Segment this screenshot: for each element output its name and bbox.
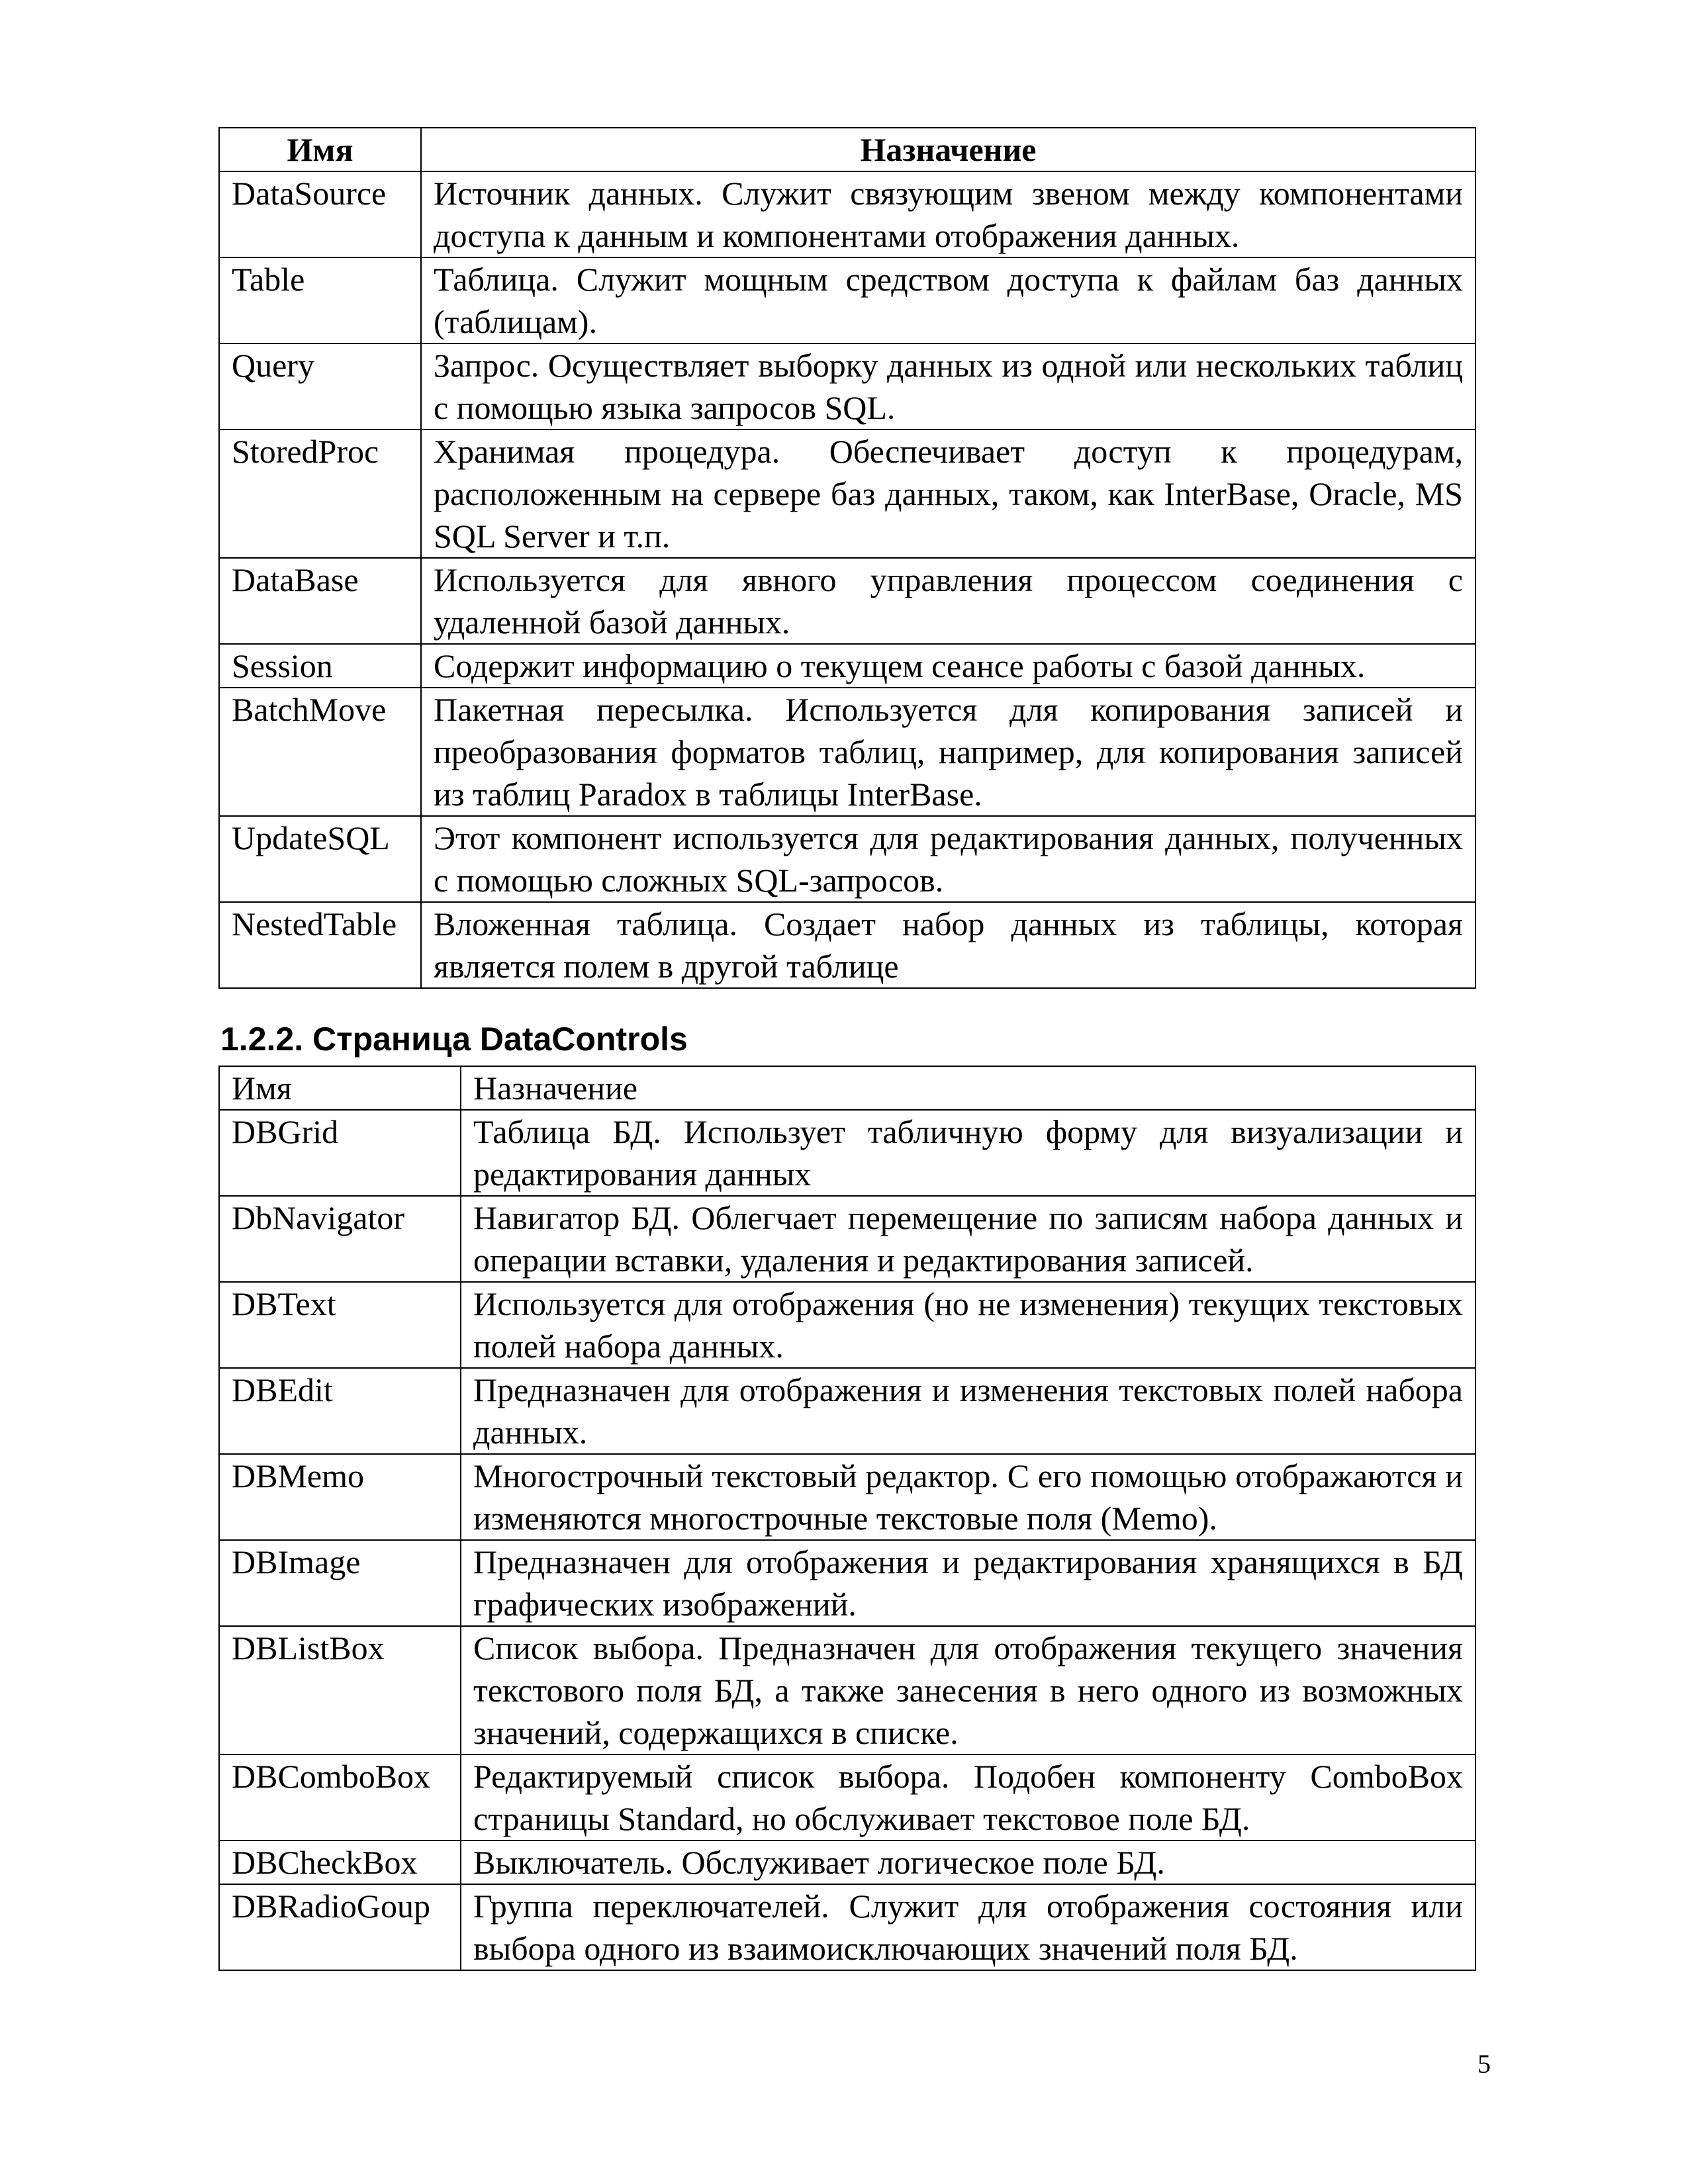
component-name: DBGrid (219, 1110, 461, 1196)
component-description: Используется для явного управления процессом соединения с удаленной базой данных. (421, 558, 1476, 644)
component-name: DBRadioGoup (219, 1884, 461, 1970)
table-row (219, 1754, 1476, 1841)
component-name: DBComboBox (219, 1754, 461, 1841)
component-description: Используется для отображения (но не изменения) текущих текстовых полей набора данных. (461, 1282, 1476, 1368)
table-row (219, 816, 1476, 902)
component-description: Таблица. Служит мощным средством доступа к файлам баз данных (таблицам). (421, 257, 1476, 343)
table-row (219, 1454, 1476, 1540)
component-name: DBText (219, 1282, 461, 1368)
component-name: DbNavigator (219, 1196, 461, 1282)
table-row (219, 1110, 1476, 1196)
table-header-row (219, 1066, 1476, 1110)
component-description: Вложенная таблица. Создает набор данных из таблицы, которая является полем в другой таблице (421, 902, 1476, 988)
table-row (219, 171, 1476, 257)
table-row (219, 430, 1476, 558)
component-name: StoredProc (219, 430, 421, 558)
component-name: UpdateSQL (219, 816, 421, 902)
component-description: Пакетная пересылка. Используется для копирования записей и преобразования форматов таблиц, например, для копирования записей из таблиц Paradox в таблицы InterBase. (421, 688, 1476, 816)
component-description: Редактируемый список выбора. Подобен компоненту ComboBox страницы Standard, но обслуживает текстовое поле БД. (461, 1754, 1476, 1841)
table-row (219, 1368, 1476, 1454)
table-row (219, 257, 1476, 343)
component-description: Навигатор БД. Облегчает перемещение по записям набора данных и операции вставки, удаления и редактирования записей. (461, 1196, 1476, 1282)
component-name: DataSource (219, 171, 421, 257)
table-row (219, 688, 1476, 816)
component-name: Query (219, 343, 421, 430)
component-name: DBCheckBox (219, 1841, 461, 1884)
table-row (219, 343, 1476, 430)
component-name: BatchMove (219, 688, 421, 816)
component-name: DBEdit (219, 1368, 461, 1454)
header-purpose: Назначение (461, 1066, 1476, 1110)
component-description: Источник данных. Служит связующим звеном между компонентами доступа к данным и компонентами отображения данных. (421, 171, 1476, 257)
table-row (219, 1282, 1476, 1368)
table-row (219, 1884, 1476, 1970)
component-name: Table (219, 257, 421, 343)
component-description: Группа переключателей. Служит для отображения состояния или выбора одного из взаимоисключающих значений поля БД. (461, 1884, 1476, 1970)
table-row (219, 1841, 1476, 1884)
component-description: Предназначен для отображения и редактирования хранящихся в БД графических изображений. (461, 1540, 1476, 1626)
component-description: Многострочный текстовый редактор. С его помощью отображаются и изменяются многострочные текстовые поля (Memo). (461, 1454, 1476, 1540)
components-table-dataaccess (218, 127, 1476, 989)
table-row (219, 1626, 1476, 1754)
component-description: Этот компонент используется для редактирования данных, полученных с помощью сложных SQL-запросов. (421, 816, 1476, 902)
table-row (219, 902, 1476, 988)
page-number: 5 (1477, 2049, 1491, 2079)
header-purpose: Назначение (421, 128, 1476, 171)
component-description: Список выбора. Предназначен для отображения текущего значения текстового поля БД, а также занесения в него одного из возможных значений, содержащихся в списке. (461, 1626, 1476, 1754)
component-description: Содержит информацию о текущем сеансе работы с базой данных. (421, 644, 1476, 688)
table-row (219, 1540, 1476, 1626)
component-description: Предназначен для отображения и изменения текстовых полей набора данных. (461, 1368, 1476, 1454)
header-name: Имя (219, 128, 421, 171)
component-name: DBListBox (219, 1626, 461, 1754)
components-table-datacontrols (218, 1066, 1476, 1971)
component-description: Запрос. Осуществляет выборку данных из одной или нескольких таблиц с помощью языка запросов SQL. (421, 343, 1476, 430)
component-name: DBImage (219, 1540, 461, 1626)
component-name: NestedTable (219, 902, 421, 988)
section-heading: 1.2.2. Страница DataControls (220, 1021, 688, 1058)
table-row (219, 558, 1476, 644)
component-description: Таблица БД. Использует табличную форму для визуализации и редактирования данных (461, 1110, 1476, 1196)
component-name: DataBase (219, 558, 421, 644)
table-row (219, 644, 1476, 688)
table-row (219, 1196, 1476, 1282)
component-name: DBMemo (219, 1454, 461, 1540)
component-description: Хранимая процедура. Обеспечивает доступ к процедурам, расположенным на сервере баз данных, таком, как InterBase, Oracle, MS SQL Server и т.п. (421, 430, 1476, 558)
component-name: Session (219, 644, 421, 688)
table-header-row (219, 128, 1476, 171)
header-name: Имя (219, 1066, 461, 1110)
component-description: Выключатель. Обслуживает логическое поле БД. (461, 1841, 1476, 1884)
